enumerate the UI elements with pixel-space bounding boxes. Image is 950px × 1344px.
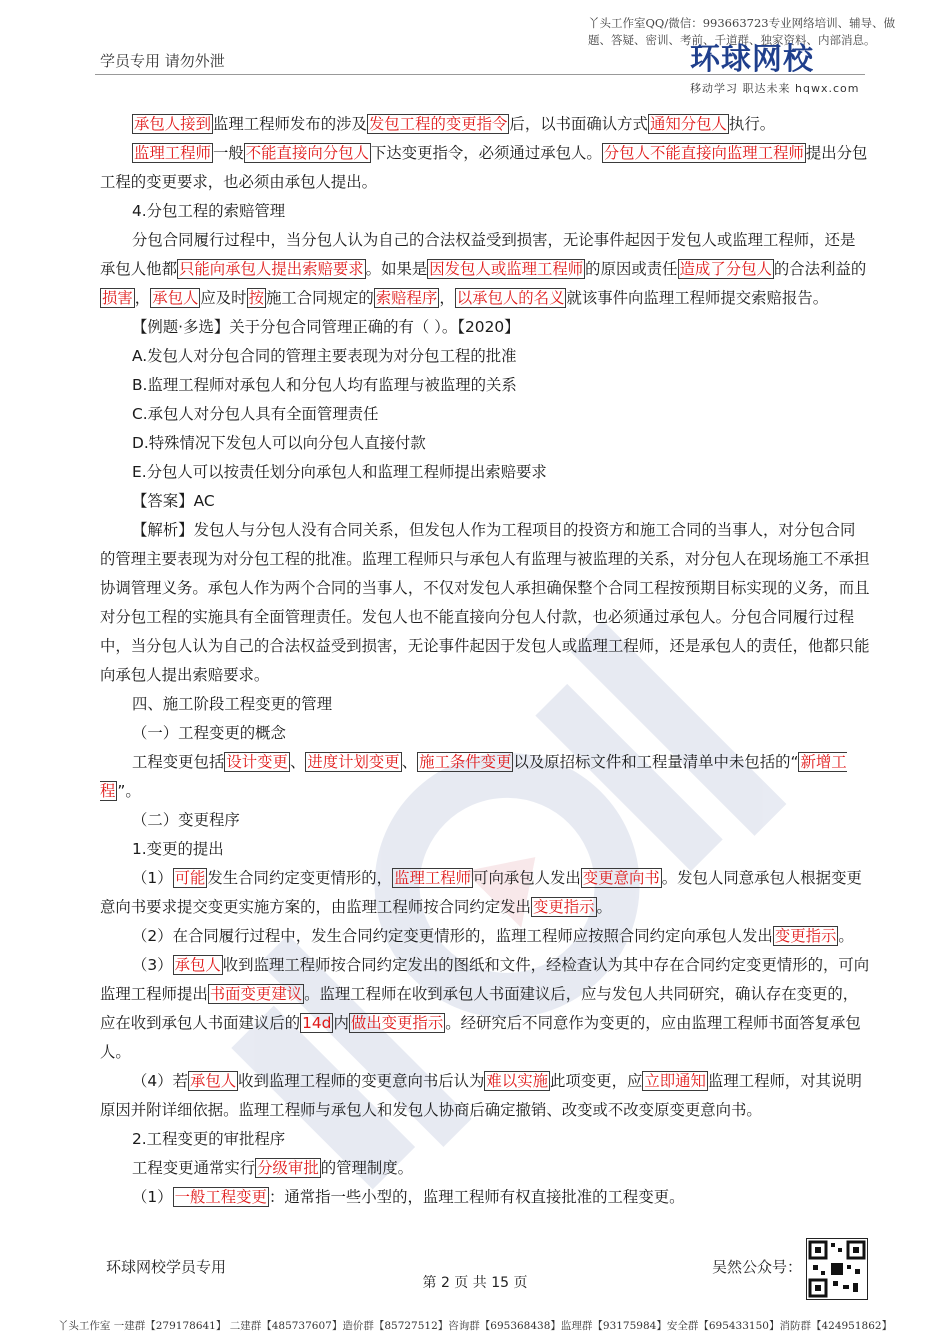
highlight: 新增工程 xyxy=(100,753,847,800)
text: 。经研究后不同意作为变更的，应由监理工程师书面答复承包人。 xyxy=(100,1014,861,1061)
paragraph xyxy=(100,110,870,139)
text: 监理工程师发布的涉及 xyxy=(212,115,367,133)
header-left-text: 学员专用 请勿外泄 xyxy=(100,52,225,70)
highlight: 书面变更建议 xyxy=(209,985,303,1003)
text: 一般 xyxy=(212,144,244,162)
text: ：通常指一些小型的，监理工程师有权直接批准的工程变更。 xyxy=(268,1188,685,1206)
text: （2）在合同履行过程中，发生合同约定变更情形的，监理工程师应按照合同约定向承包人发出 xyxy=(132,927,773,945)
text: 工程变更包括 xyxy=(132,753,225,771)
highlight: 分级审批 xyxy=(257,1159,319,1177)
text: 。 xyxy=(596,898,612,916)
text: 此项变更，应 xyxy=(550,1072,643,1090)
highlight: 14d xyxy=(302,1014,332,1032)
highlight: 监理工程师 xyxy=(394,869,472,887)
footer-right: 吴然公众号： xyxy=(712,1258,803,1276)
text: 以及原招标文件和工程量清单中未包括的“ xyxy=(513,753,799,771)
text: 施工合同规定的 xyxy=(265,289,374,307)
option-b: B.监理工程师对承包人和分包人均有监理与被监理的关系 xyxy=(132,376,517,394)
brand-logo xyxy=(690,34,859,96)
logo-main-text: 环球网校 xyxy=(690,43,814,76)
highlight: 变更指示 xyxy=(774,927,837,945)
subsection-heading: （二）变更程序 xyxy=(132,811,240,829)
text: 。发包人同意承包人根据变更意向书要求提交变更实施方案的，由监理工程师按合同约定发出 xyxy=(100,869,862,916)
paragraph xyxy=(100,748,870,806)
page-number: 第 2 页 共 15 页 xyxy=(422,1275,528,1291)
text: 的原因或责任 xyxy=(585,260,678,278)
text: 就该事件向监理工程师提交索赔报告。 xyxy=(566,289,829,307)
text: 工程变更通常实行 xyxy=(132,1159,256,1177)
text: 监理工程师，对其说明原因并附详细依据。监理工程师与承包人和发包人协商后确定撤销、改变或不改变原变更意向书。 xyxy=(100,1072,862,1119)
text: （4）若 xyxy=(132,1072,188,1090)
text: 、 xyxy=(289,753,306,771)
option-d: D.特殊情况下发包人可以向分包人直接付款 xyxy=(132,434,426,452)
text: 后，以书面确认方式 xyxy=(509,115,648,133)
highlight: 监理工程师 xyxy=(134,144,211,162)
text: 执行。 xyxy=(728,115,776,133)
highlight: 设计变更 xyxy=(226,753,288,771)
option-c: C.承包人对分包人具有全面管理责任 xyxy=(132,405,379,423)
footer-left: 环球网校学员专用 xyxy=(106,1258,227,1276)
highlight: 变更意向书 xyxy=(582,869,660,887)
highlight: 一般工程变更 xyxy=(174,1188,267,1206)
logo-sub-text: 移动学习 职达未来 hqwx.com xyxy=(690,82,860,95)
highlight: 分包人不能直接向监理工程师 xyxy=(603,144,804,162)
text: （3） xyxy=(132,956,173,974)
paragraph xyxy=(100,864,870,922)
qr-code-icon xyxy=(806,1238,868,1300)
text: ， xyxy=(439,289,455,307)
highlight: 可能 xyxy=(174,869,206,887)
text: 收到监理工程师按合同约定发出的图纸和文件，经检查认为其中存在合同约定变更情形的，可向监理工程师提出 xyxy=(100,956,870,1003)
highlight: 损害 xyxy=(102,289,133,307)
example-question: 【例题·多选】关于分包合同管理正确的有（ ）。【2020】 xyxy=(132,318,520,336)
subsection-heading: （一）工程变更的概念 xyxy=(132,724,286,742)
text: 收到监理工程师的变更意向书后认为 xyxy=(238,1072,485,1090)
highlight: 进度计划变更 xyxy=(307,753,400,771)
highlight: 承包人 xyxy=(174,956,221,974)
highlight: 立即通知 xyxy=(644,1072,706,1090)
option-e: E.分包人可以按责任划分向承包人和监理工程师提出索赔要求 xyxy=(132,463,547,481)
text: 。 xyxy=(838,927,854,945)
highlight: 通知分包人 xyxy=(649,115,727,133)
paragraph xyxy=(100,951,870,1067)
bottom-ad-bar: 丫头工作室 一建群【279178641】 二建群【485737607】造价群【85727512】咨询群【695368438】监理群【93175984】安全群【695433150】消防群【424951862】 xyxy=(57,1320,893,1332)
text: 、 xyxy=(401,753,418,771)
option-a: A.发包人对分包合同的管理主要表现为对分包工程的批准 xyxy=(132,347,517,365)
section-heading: 四、施工阶段工程变更的管理 xyxy=(132,695,333,713)
highlight: 承包人接到 xyxy=(134,115,211,133)
top-note: 丫头工作室QQ/微信：993663723专业网络培训、辅导、做题、答疑、密训、考前、千道群、独家资料、内部消息。 xyxy=(588,16,896,47)
highlight: 因发包人或监理工程师 xyxy=(429,260,584,278)
document-body xyxy=(100,110,870,1212)
highlight: 施工条件变更 xyxy=(419,753,512,771)
text: （1） xyxy=(132,1188,173,1206)
highlight: 以承包人的名义 xyxy=(456,289,565,307)
paragraph xyxy=(100,1183,870,1212)
highlight: 只能向承包人提出索赔要求 xyxy=(178,260,364,278)
text: 分包合同履行过程中，当分包人认为自己的合法权益受到损害，无论事件起因于发包人或监理工程师，还是承包人他都 xyxy=(100,231,856,278)
paragraph xyxy=(100,1154,870,1183)
text: 的合法利益的 xyxy=(773,260,867,278)
text: 。如果是 xyxy=(365,260,428,278)
text: 。监理工程师在收到承包人书面建议后，应与发包人共同研究，确认存在变更的，应在收到承包人书面建议后的 xyxy=(100,985,859,1032)
section-heading: 2.工程变更的审批程序 xyxy=(132,1130,286,1148)
highlight: 承包人 xyxy=(152,289,199,307)
paragraph xyxy=(100,1067,870,1125)
highlight: 造成了分包人 xyxy=(679,260,772,278)
section-heading: 1.变更的提出 xyxy=(132,840,224,858)
paragraph xyxy=(100,922,870,951)
highlight: 不能直接向分包人 xyxy=(245,144,369,162)
highlight: 难以实施 xyxy=(486,1072,548,1090)
analysis: 【解析】发包人与分包人没有合同关系，但发包人作为工程项目的投资方和施工合同的当事人，对分包合同的管理主要表现为对分包工程的批准。监理工程师只与承包人有监理与被监理的关系，对分包人在现场施工不承担协调管理义务。承包人作为两个合同的当事人，不仅对发包人承担确保整个合同工程按预期目标实现的义务，而且对分包工程的实施具有全面管理责任。发包人也不能直接向分包人付款，也必须通过承包人。分包合同履行过程中，当分包人认为自己的合法权益受到损害，无论事件起因于发包人或监理工程师，还是承包人的责任，他都只能向承包人提出索赔要求。 xyxy=(100,521,870,684)
text: 提出分包工程的变更要求，也必须由承包人提出。 xyxy=(100,144,868,191)
text: 可向承包人发出 xyxy=(473,869,581,887)
text: 的管理制度。 xyxy=(320,1159,414,1177)
highlight: 发包工程的变更指令 xyxy=(368,115,508,133)
highlight: 索赔程序 xyxy=(375,289,438,307)
text: 应及时 xyxy=(200,289,247,307)
highlight: 变更指示 xyxy=(532,898,595,916)
paragraph xyxy=(100,226,870,313)
text: ”。 xyxy=(117,782,141,800)
text: ， xyxy=(134,289,151,307)
highlight: 承包人 xyxy=(189,1072,237,1090)
paragraph xyxy=(100,139,870,197)
text: （1） xyxy=(132,869,173,887)
highlight: 做出变更指示 xyxy=(350,1014,444,1032)
text: 内 xyxy=(333,1014,349,1032)
text: 发生合同约定变更情形的， xyxy=(207,869,393,887)
section-heading: 4.分包工程的索赔管理 xyxy=(132,202,286,220)
answer: 【答案】AC xyxy=(132,492,215,510)
highlight: 按 xyxy=(248,289,264,307)
text: 下达变更指令，必须通过承包人。 xyxy=(370,144,602,162)
